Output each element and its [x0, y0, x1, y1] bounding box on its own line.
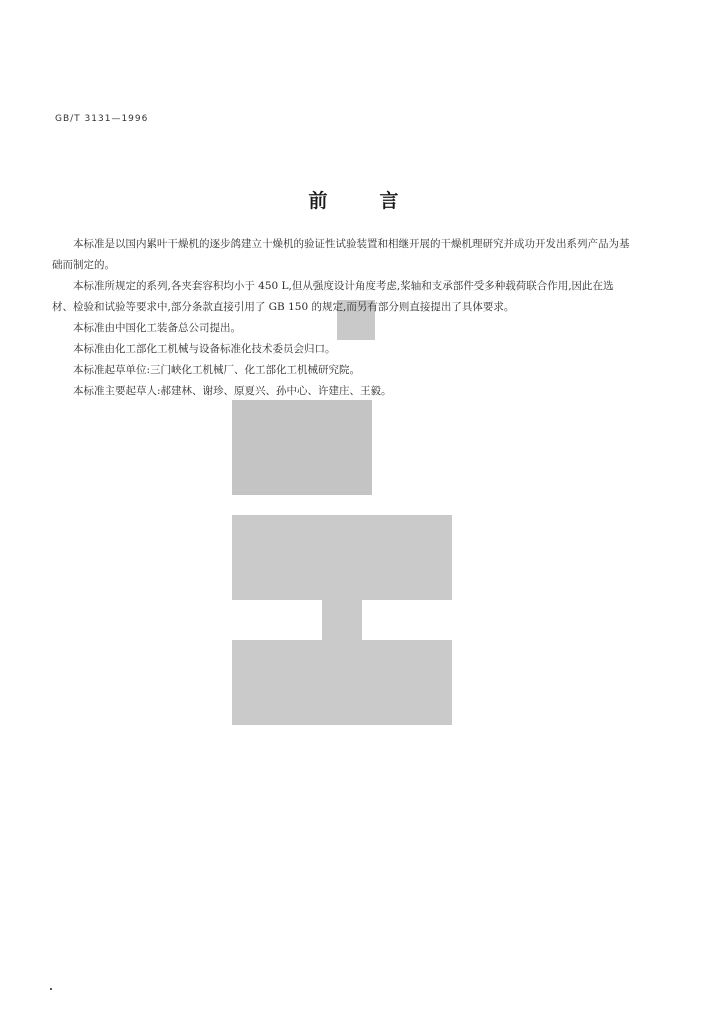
standard-code: GB/T 3131—1996 — [55, 114, 149, 124]
paragraph-basis: 本标准是以国内累叶干燥机的逐步鸽建立十燥机的验证性试验装置和相继开展的干燥机理研究并成功开发出系列产品为基础而制定的。 — [52, 238, 630, 271]
title-char-2: 言 — [379, 190, 399, 212]
page-title — [0, 186, 707, 213]
title-char-1: 前 — [308, 190, 328, 212]
paragraph-scope: 本标准所规定的系列,各夹套容积均小于 450 L,但从强度设计角度考虑,桨轴和支承部件受多种载荷联合作用,因此在选材、检验和试验等要求中,部分条款直接引用了 GB 150 的规定,而另有部分则直接提出了具体要求。 — [52, 280, 614, 313]
paragraph-drafters: 本标准主要起草人:郝建林、谢珍、原夏兴、孙中心、许建庄、王毅。 — [73, 385, 392, 397]
scan-speck — [50, 988, 52, 990]
paragraph-centralized: 本标准由化工部化工机械与设备标准化技术委员会归口。 — [73, 343, 336, 355]
foreword-body — [52, 234, 632, 402]
paragraph-drafting-units: 本标准起草单位:三门峡化工机械厂、化工部化工机械研究院。 — [73, 364, 361, 376]
paragraph-proposer: 本标准由中国化工装备总公司提出。 — [73, 322, 241, 334]
